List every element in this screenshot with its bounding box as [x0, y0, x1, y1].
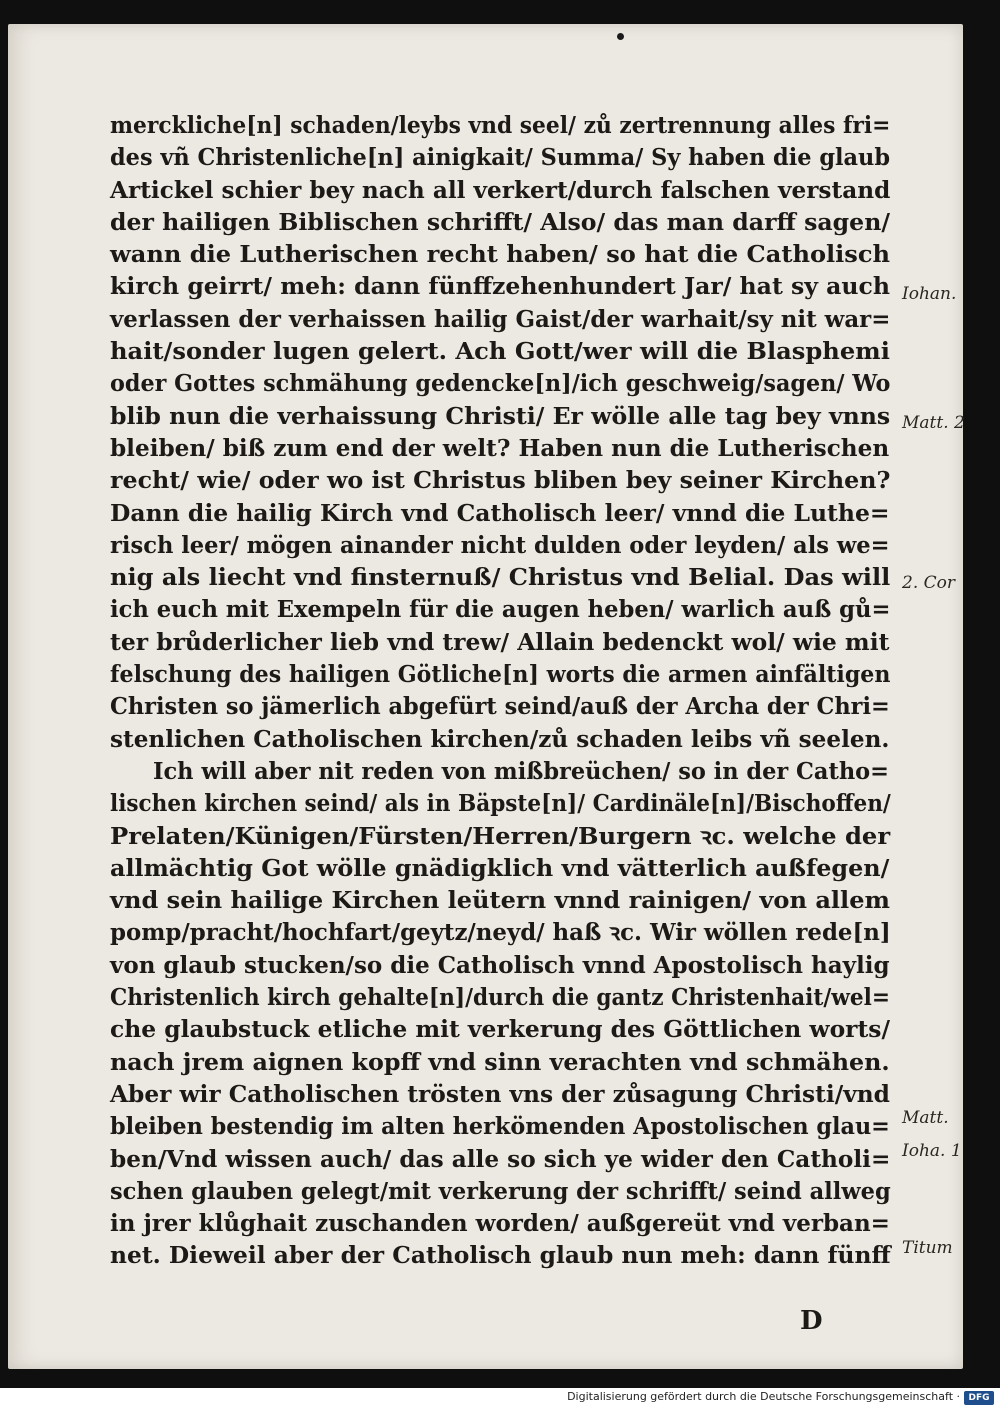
text-line-15: nig als liecht vnd finsternuß/ Christus vnd Belial. Das will	[110, 564, 891, 592]
text-line-26: pomp/pracht/hochfart/geytz/neyd/ haß ꝛc. Wir wöllen rede[n]	[110, 919, 891, 947]
text-line-10: blib nun die verhaissung Christi/ Er wölle alle tag bey vnns	[110, 402, 891, 430]
text-line-21: Ich will aber nit reden von mißbreüchen/ so in der Catho=	[152, 757, 890, 785]
text-line-33: ben/Vnd wissen auch/ das alle so sich ye wider den Catholi=	[110, 1145, 891, 1173]
footer-credit: Digitalisierung gefördert durch die Deutsche Forschungsgemeinschaft ·	[567, 1390, 960, 1403]
text-line-18: felschung des hailigen Götliche[n] worts die armen ainfältigen	[110, 661, 891, 689]
margin-note-iohan: Iohan.	[902, 284, 957, 304]
text-line-22: lischen kirchen seind/ als in Bäpste[n]/ Cardinäle[n]/Bischoffen/	[110, 790, 891, 818]
text-line-28: Christenlich kirch gehalte[n]/durch die gantz Christenhait/wel=	[110, 984, 891, 1012]
page-body-text	[110, 110, 890, 1273]
signature-mark: D	[800, 1306, 823, 1336]
margin-note-cor: 2. Cor	[902, 573, 955, 593]
text-line-35: in jrer klůghait zuschanden worden/ außgereüt vnd verban=	[110, 1210, 890, 1238]
text-line-17: ter brůderlicher lieb vnd trew/ Allain bedenckt wol/ wie mit	[110, 628, 890, 656]
text-line-31: Aber wir Catholischen trösten vns der zůsagung Christi/vnd	[110, 1080, 890, 1108]
text-line-8: hait/sonder lugen gelert. Ach Gott/wer will die Blasphemi	[110, 338, 890, 366]
text-line-4: der hailigen Biblischen schrifft/ Also/ das man darff sagen/	[110, 208, 890, 236]
text-line-34: schen glauben gelegt/mit verkerung der schrifft/ seind allweg	[110, 1177, 891, 1205]
text-line-11: bleiben/ biß zum end der welt? Haben nun die Lutherischen	[110, 434, 890, 462]
margin-note-ioha: Ioha. 1	[902, 1141, 962, 1161]
text-line-13: Dann die hailig Kirch vnd Catholisch leer/ vnnd die Luthe=	[110, 499, 890, 527]
text-line-23: Prelaten/Künigen/Fürsten/Herren/Burgern ꝛc. welche der	[110, 822, 891, 850]
text-line-7: verlassen der verhaissen hailig Gaist/der warhait/sy nit war=	[110, 305, 891, 333]
text-line-5: wann die Lutherischen recht haben/ so hat die Catholisch	[110, 241, 891, 269]
text-line-20: stenlichen Catholischen kirchen/zů schaden leibs vñ seelen.	[110, 725, 890, 753]
text-line-16: ich euch mit Exempeln für die augen heben/ warlich auß gů=	[110, 596, 891, 624]
text-line-27: von glaub stucken/so die Catholisch vnnd Apostolisch haylig	[110, 951, 890, 979]
text-line-2: des vñ Christenliche[n] ainigkait/ Summa/ Sy haben die glaub	[110, 144, 891, 172]
text-line-6: kirch geirrt/ meh: dann fünffzehenhundert Jar/ hat sy auch	[110, 273, 891, 301]
text-line-14: risch leer/ mögen ainander nicht dulden oder leyden/ als we=	[110, 531, 890, 559]
margin-note-matt: Matt. 2	[902, 413, 965, 433]
ink-dot	[617, 33, 624, 40]
margin-note-titum: Titum	[902, 1238, 953, 1258]
text-line-19: Christen so jämerlich abgefürt seind/auß der Archa der Chri=	[110, 693, 890, 721]
text-line-32: bleiben bestendig im alten herkömenden Apostolischen glau=	[110, 1113, 890, 1141]
text-line-1: merckliche[n] schaden/leybs vnd seel/ zů zertrennung alles fri=	[110, 112, 891, 139]
text-line-30: nach jrem aignen kopff vnd sinn verachten vnd schmähen.	[110, 1048, 890, 1076]
text-line-25: vnd sein hailige Kirchen leütern vnnd rainigen/ von allem	[110, 887, 890, 915]
text-line-9: oder Gottes schmähung gedencke[n]/ich geschweig/sagen/ Wo	[110, 370, 891, 398]
text-line-24: allmächtig Got wölle gnädigklich vnd vätterlich außfegen/	[110, 854, 890, 882]
text-line-3: Artickel schier bey nach all verkert/durch falschen verstand	[110, 176, 891, 204]
text-line-36: net. Dieweil aber der Catholisch glaub nun meh: dann fünff	[110, 1242, 891, 1270]
text-line-29: che glaubstuck etliche mit verkerung des Göttlichen worts/	[110, 1016, 891, 1044]
text-line-12: recht/ wie/ oder wo ist Christus bliben bey seiner Kirchen?	[110, 467, 891, 495]
dfg-logo-icon: DFG	[964, 1391, 994, 1405]
margin-note-matt-2: Matt.	[902, 1108, 949, 1128]
